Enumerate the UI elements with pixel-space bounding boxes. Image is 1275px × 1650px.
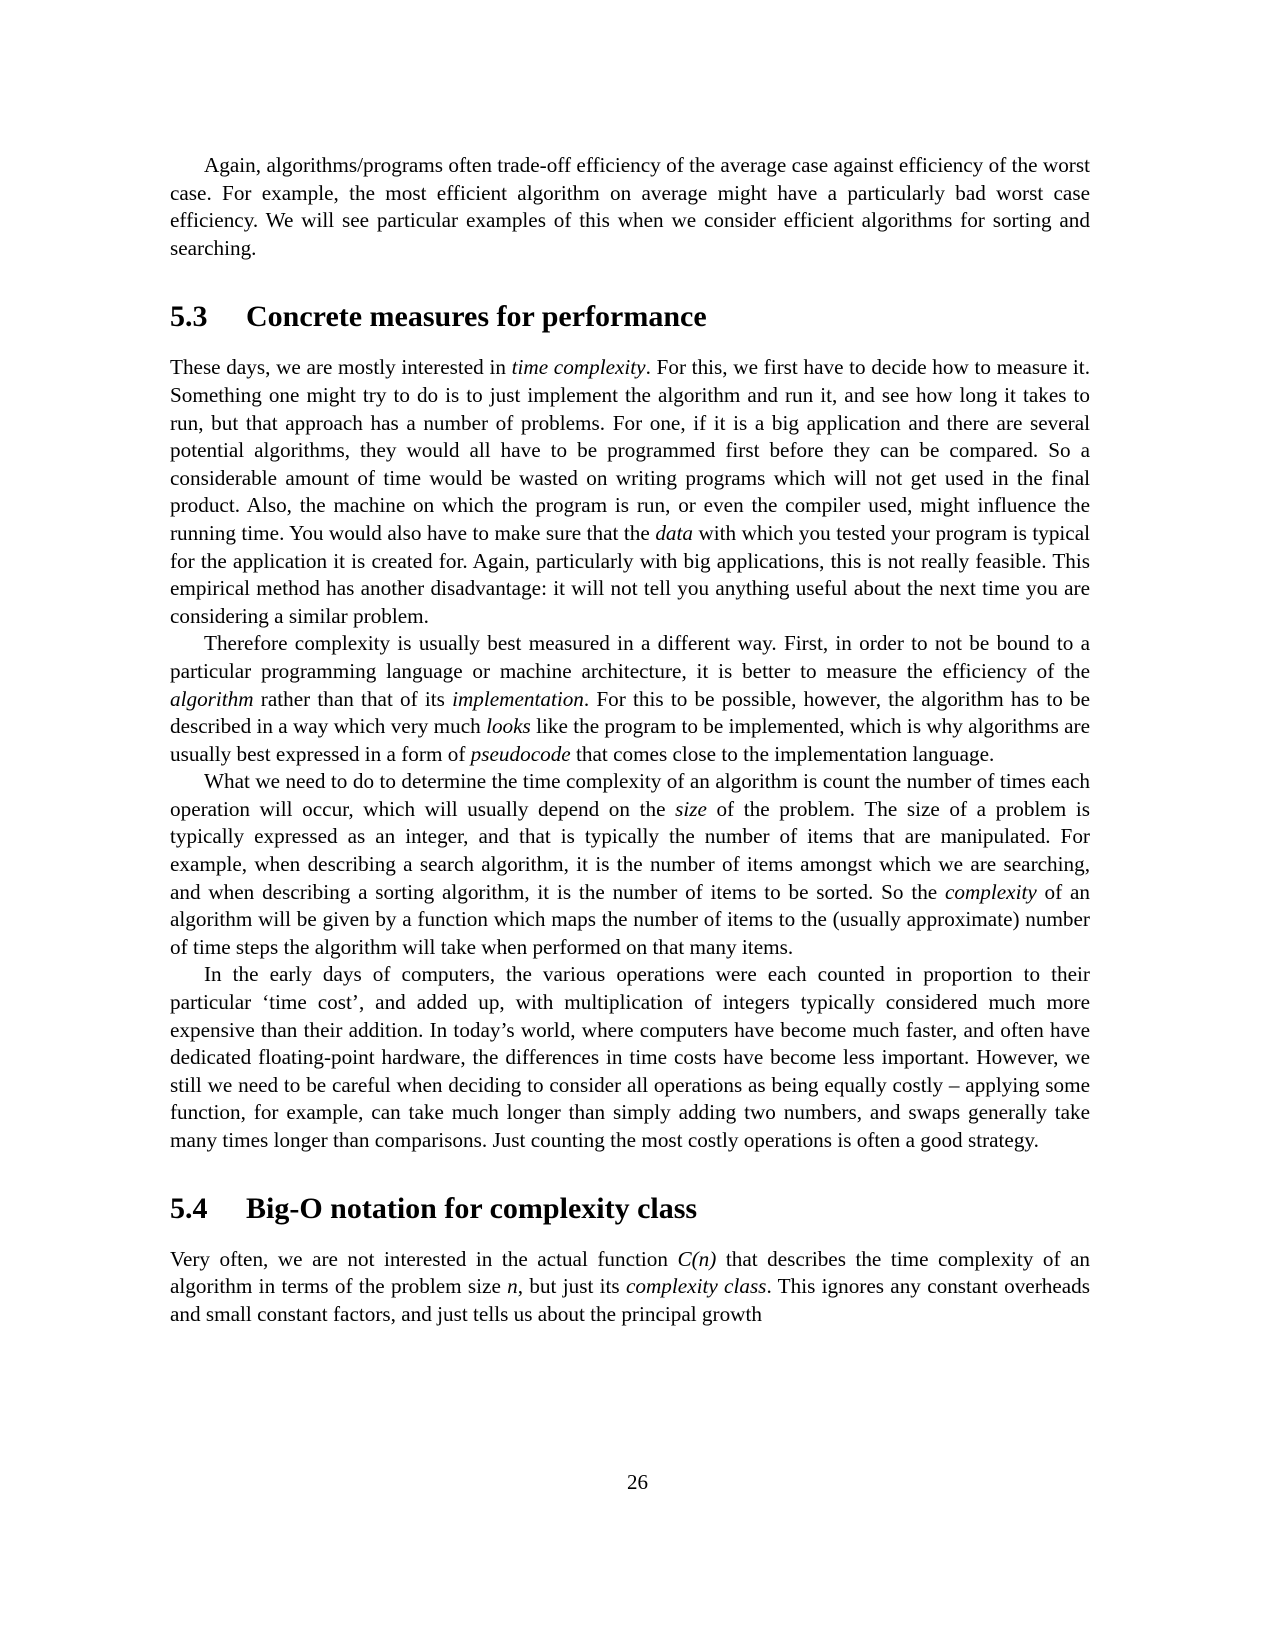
math-variable: n bbox=[507, 1274, 518, 1299]
paragraph-intro bbox=[170, 152, 1090, 262]
paragraph-2 bbox=[170, 630, 1090, 768]
paragraph-text: In the early days of computers, the various operations were each counted in proportion to their particular ‘time cost’, and added up, with multiplication of integers typically considered much more expensive than their addition. In today’s world, where computers have become much faster, and often have dedicated floating-point hardware, the differences in time costs have become less important. However, we still we need to be careful when deciding to consider all operations as being equally costly – applying some function, for example, can take much longer than simply adding two numbers, and swaps generally take many times longer than comparisons. Just counting the most costly operations is often a good strategy. bbox=[170, 962, 1090, 1152]
emphasis: algorithm bbox=[170, 686, 254, 711]
text-segment: , but just its bbox=[517, 1274, 626, 1299]
paragraph-3 bbox=[170, 768, 1090, 961]
section-title: Concrete measures for performance bbox=[246, 300, 707, 334]
paragraph-1 bbox=[170, 354, 1090, 630]
text-segment: . This ignores any constant overheads and small constant factors, and just tells us about the principal growth bbox=[170, 1274, 1091, 1326]
page-content bbox=[170, 152, 1090, 1328]
section-number: 5.3 bbox=[170, 300, 208, 334]
emphasis: time complexity bbox=[511, 355, 646, 380]
emphasis: complexity bbox=[945, 879, 1037, 904]
math-expression: C(n) bbox=[677, 1246, 717, 1271]
emphasis: pseudocode bbox=[470, 741, 571, 766]
text-segment: that comes close to the implementation language. bbox=[570, 741, 995, 766]
text-segment: like the program to be implemented, which is why algorithms are usually best expressed in a form of bbox=[170, 714, 1090, 766]
paragraph-5 bbox=[170, 1246, 1090, 1329]
text-segment: Therefore complexity is usually best measured in a different way. First, in order to not be bound to a particular programming language or machine architecture, it is better to measure the efficiency of the bbox=[170, 631, 1090, 683]
paragraph-4 bbox=[170, 961, 1090, 1154]
paragraph-text: Again, algorithms/programs often trade-off efficiency of the average case against efficiency of the worst case. For example, the most efficient algorithm on average might have a particularly bad worst case efficiency. We will see particular examples of this when we consider efficient algorithms for sorting and searching. bbox=[170, 153, 1090, 260]
text-segment: with which you tested your program is typical for the application it is created for. Again, particularly with big applications, this is not really feasible. This empirical method has another disadvantage: it will not tell you anything useful about the next time you are considering a similar problem. bbox=[170, 520, 1090, 628]
emphasis: complexity class bbox=[625, 1274, 767, 1299]
text-segment: . For this, we first have to decide how to measure it. Something one might try to do is to just implement the algorithm and run it, and see how long it takes to run, but that approach has a number of problems. For one, if it is a big application and there are several potential algorithms, they would all have to be programmed first before they can be compared. So a considerable amount of time would be wasted on writing programs which will not get used in the final product. Also, the machine on which the program is run, or even the compiler used, might influence the running time. You would also have to make sure that the bbox=[170, 355, 1090, 545]
emphasis: looks bbox=[486, 714, 531, 739]
section-heading-5-4 bbox=[170, 1191, 1090, 1227]
section-number: 5.4 bbox=[170, 1191, 208, 1225]
page-number: 26 bbox=[627, 1470, 648, 1494]
text-segment: of an algorithm will be given by a function which maps the number of items to the (usually approximate) number of time steps the algorithm will take when performed on that many items. bbox=[170, 879, 1090, 959]
text-segment: that describes the time complexity of an algorithm in terms of the problem size bbox=[170, 1246, 1091, 1299]
emphasis: size bbox=[675, 796, 707, 821]
text-segment: These days, we are mostly interested in bbox=[170, 355, 512, 380]
emphasis: implementation bbox=[452, 686, 584, 711]
section-heading-5-3 bbox=[170, 299, 1090, 335]
text-segment: What we need to do to determine the time complexity of an algorithm is count the number of times each operation will occur, which will usually depend on the bbox=[170, 769, 1090, 821]
section-title: Big-O notation for complexity class bbox=[246, 1191, 698, 1225]
text-segment: Very often, we are not interested in the actual function bbox=[170, 1246, 678, 1271]
text-segment: of the problem. The size of a problem is typically expressed as an integer, and that is typically the number of items that are manipulated. For example, when describing a search algorithm, it is the number of items amongst which we are searching, and when describing a sorting algorithm, it is the number of items to be sorted. So the bbox=[170, 796, 1090, 904]
text-segment: rather than that of its bbox=[253, 686, 453, 711]
text-segment: . For this to be possible, however, the algorithm has to be described in a way which very much bbox=[170, 686, 1090, 739]
emphasis: data bbox=[655, 520, 693, 545]
